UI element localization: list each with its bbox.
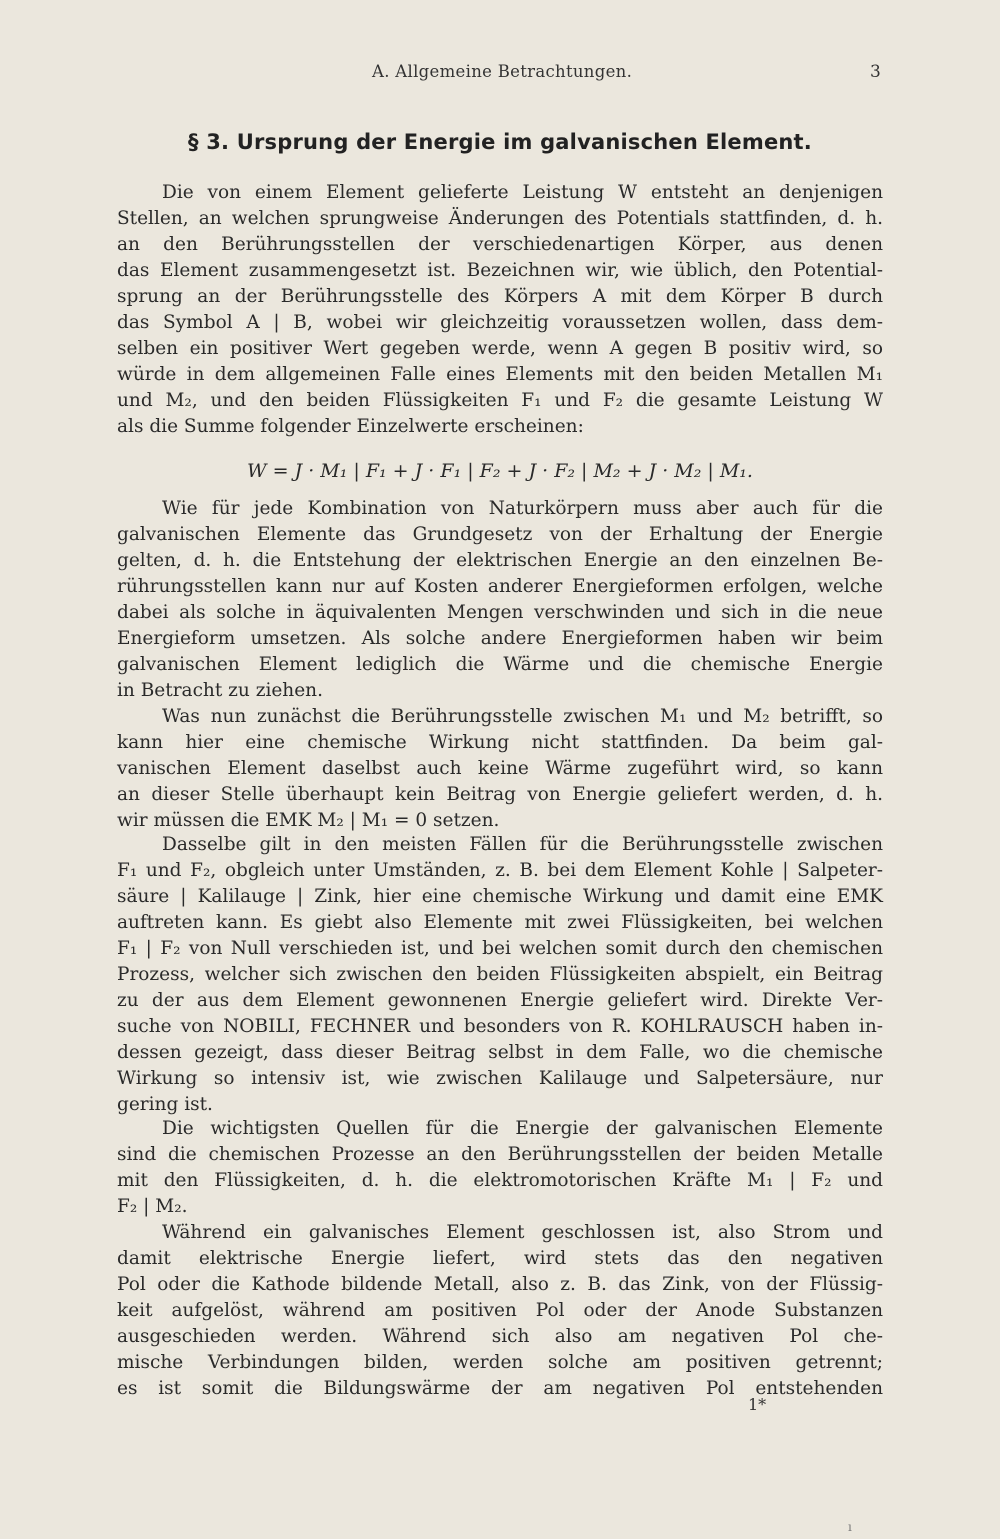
text-line: Die von einem Element gelieferte Leistung W entsteht an denjenigen (162, 182, 883, 203)
text-line: wir müssen die EMK M₂ | M₁ = 0 setzen. (117, 810, 500, 831)
text-line: kann hier eine chemische Wirkung nicht stattfinden. Da beim gal- (117, 732, 883, 753)
text-line: auftreten kann. Es giebt also Elemente mit zwei Flüssigkeiten, bei welchen (117, 912, 883, 933)
text-line: vanischen Element daselbst auch keine Wärme zugeführt wird, so kann (117, 758, 883, 779)
text-line: Prozess, welcher sich zwischen den beiden Flüssigkeiten abspielt, ein Beitrag (117, 964, 883, 985)
text-line: selben ein positiver Wert gegeben werde, wenn A gegen B positiv wird, so (117, 338, 883, 359)
text-line: dessen gezeigt, dass dieser Beitrag selbst in dem Falle, wo die chemische (117, 1042, 883, 1063)
text-line: das Symbol A | B, wobei wir gleichzeitig voraussetzen wollen, dass dem- (117, 312, 883, 333)
text-line: dabei als solche in äquivalenten Mengen verschwinden und sich in die neue (117, 602, 883, 623)
text-line: sprung an der Berührungsstelle des Körpers A mit dem Körper B durch (117, 286, 883, 307)
text-line: es ist somit die Bildungswärme der am negativen Pol entstehenden (117, 1378, 883, 1399)
text-line: mit den Flüssigkeiten, d. h. die elektromotorischen Kräfte M₁ | F₂ und (117, 1170, 883, 1191)
text-line: Was nun zunächst die Berührungsstelle zwischen M₁ und M₂ betrifft, so (162, 706, 883, 727)
text-line: Wirkung so intensiv ist, wie zwischen Kalilauge und Salpetersäure, nur (117, 1068, 883, 1089)
text-line: an den Berührungsstellen der verschiedenartigen Körper, aus denen (117, 234, 883, 255)
text-line: Stellen, an welchen sprungweise Änderungen des Potentials stattfinden, d. h. (117, 208, 883, 229)
signature-mark: 1* (748, 1395, 767, 1414)
text-line: Wie für jede Kombination von Naturkörpern muss aber auch für die (162, 498, 883, 519)
text-line: säure | Kalilauge | Zink, hier eine chemische Wirkung und damit eine EMK (117, 886, 883, 907)
text-line: als die Summe folgender Einzelwerte erscheinen: (117, 416, 584, 437)
text-line: würde in dem allgemeinen Falle eines Elements mit den beiden Metallen M₁ (117, 364, 883, 385)
text-line: an dieser Stelle überhaupt kein Beitrag von Energie geliefert werden, d. h. (117, 784, 883, 805)
text-line: in Betracht zu ziehen. (117, 680, 323, 701)
text-line: mische Verbindungen bilden, werden solche am positiven getrennt; (117, 1352, 883, 1373)
text-line: damit elektrische Energie liefert, wird stets das den negativen (117, 1248, 883, 1269)
text-line: sind die chemischen Prozesse an den Berührungsstellen der beiden Metalle (117, 1144, 883, 1165)
text-line: F₂ | M₂. (117, 1196, 188, 1217)
text-line: Energieform umsetzen. Als solche andere Energieformen haben wir beim (117, 628, 883, 649)
text-line: Pol oder die Kathode bildende Metall, also z. B. das Zink, von der Flüssig- (117, 1274, 883, 1295)
text-line: und M₂, und den beiden Flüssigkeiten F₁ und F₂ die gesamte Leistung W (117, 390, 883, 411)
text-line: galvanischen Element lediglich die Wärme und die chemische Energie (117, 654, 883, 675)
text-line: F₁ | F₂ von Null verschieden ist, und bei welchen somit durch den chemischen (117, 938, 883, 959)
text-line: Dasselbe gilt in den meisten Fällen für die Berührungsstelle zwischen (162, 834, 883, 855)
text-line: ausgeschieden werden. Während sich also am negativen Pol che- (117, 1326, 883, 1347)
energy-sum-formula: W = J · M₁ | F₁ + J · F₁ | F₂ + J · F₂ | M₂ + J · M₂ | M₁. (247, 460, 753, 482)
text-line: suche von NOBILI, FECHNER und besonders von R. KOHLRAUSCH haben in- (117, 1016, 883, 1037)
page-number: 3 (870, 62, 881, 82)
text-line: zu der aus dem Element gewonnenen Energie geliefert wird. Direkte Ver- (117, 990, 883, 1011)
stray-mark: ı (848, 1520, 852, 1534)
text-line: das Element zusammengesetzt ist. Bezeichnen wir, wie üblich, den Potential- (117, 260, 883, 281)
text-line: galvanischen Elemente das Grundgesetz von der Erhaltung der Energie (117, 524, 883, 545)
text-line: Während ein galvanisches Element geschlossen ist, also Strom und (162, 1222, 883, 1243)
text-line: gering ist. (117, 1094, 213, 1115)
text-line: gelten, d. h. die Entstehung der elektrischen Energie an den einzelnen Be- (117, 550, 883, 571)
text-line: Die wichtigsten Quellen für die Energie der galvanischen Elemente (162, 1118, 883, 1139)
text-line: F₁ und F₂, obgleich unter Umständen, z. B. bei dem Element Kohle | Salpeter- (117, 860, 883, 881)
section-title: § 3. Ursprung der Energie im galvanischen Element. (188, 130, 812, 154)
running-head: A. Allgemeine Betrachtungen. (372, 62, 633, 81)
text-line: rührungsstellen kann nur auf Kosten anderer Energieformen erfolgen, welche (117, 576, 883, 597)
text-line: keit aufgelöst, während am positiven Pol oder der Anode Substanzen (117, 1300, 883, 1321)
